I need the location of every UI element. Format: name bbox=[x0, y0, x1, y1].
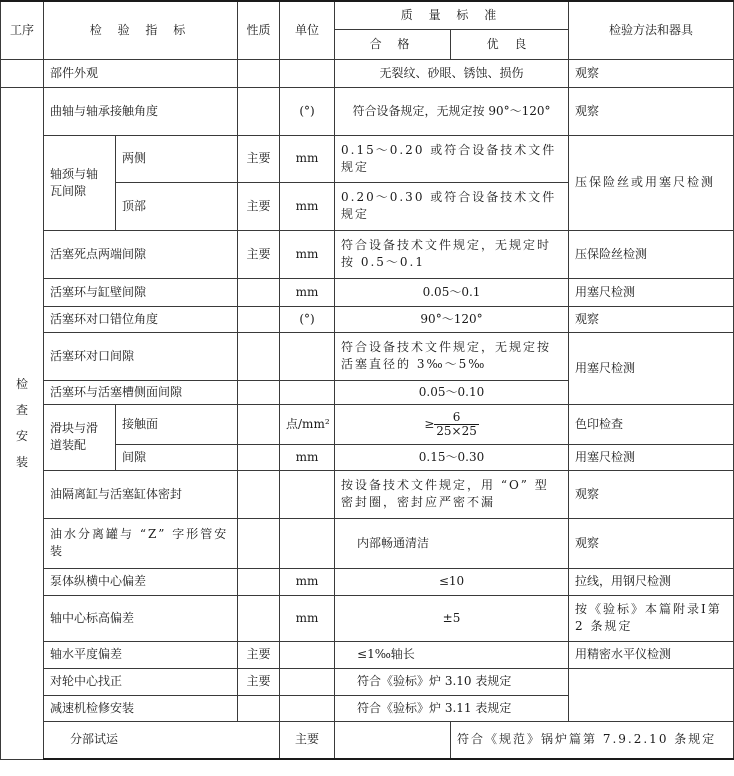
header-qualified: 合 格 bbox=[335, 29, 451, 59]
nature-cell bbox=[238, 380, 280, 404]
table-row bbox=[1, 518, 734, 568]
unit-cell bbox=[280, 332, 335, 380]
indicator-cell: 油隔离缸与活塞缸体密封 bbox=[44, 470, 238, 518]
standard-cell: 90°～120° bbox=[335, 306, 569, 332]
table-row bbox=[1, 135, 734, 182]
indicator-cell: 活塞死点两端间隙 bbox=[44, 230, 238, 278]
unit-cell bbox=[280, 641, 335, 668]
standard-cell: 无裂纹、砂眼、锈蚀、损伤 bbox=[335, 59, 569, 87]
table-row bbox=[1, 230, 734, 278]
standard-cell bbox=[335, 404, 569, 444]
nature-cell bbox=[238, 404, 280, 444]
nature-cell: 主要 bbox=[238, 668, 280, 695]
unit-cell bbox=[280, 470, 335, 518]
indicator-cell: 泵体纵横中心偏差 bbox=[44, 568, 238, 595]
unit-cell bbox=[335, 721, 451, 759]
unit-cell: (°) bbox=[280, 87, 335, 135]
standard-cell: 0.15～0.30 bbox=[335, 444, 569, 470]
nature-cell bbox=[238, 568, 280, 595]
nature-cell bbox=[238, 87, 280, 135]
unit-cell: mm bbox=[280, 568, 335, 595]
unit-cell bbox=[280, 59, 335, 87]
nature-cell bbox=[238, 306, 280, 332]
unit-cell: mm bbox=[280, 444, 335, 470]
fraction-denominator: 25×25 bbox=[436, 423, 477, 438]
standard-cell: 符合《验标》炉 3.10 表规定 bbox=[335, 668, 569, 695]
standard-cell: 0.20～0.30 或符合设备技术文件规定 bbox=[335, 182, 569, 230]
fraction-numerator: 6 bbox=[452, 409, 461, 424]
standard-cell: 0.15～0.20 或符合设备技术文件规定 bbox=[335, 135, 569, 182]
group-label: 轴颈与轴瓦间隙 bbox=[44, 135, 116, 230]
table-row bbox=[1, 87, 734, 135]
standard-cell: 符合设备技术文件规定，无规定按活塞直径的 3‰～5‰ bbox=[335, 332, 569, 380]
stage-char: 装 bbox=[15, 455, 28, 469]
method-cell: 用塞尺检测 bbox=[569, 278, 734, 306]
standard-cell: 符合设备技术文件规定，无规定时按 0.5～0.1 bbox=[335, 230, 569, 278]
stage-label bbox=[1, 87, 44, 759]
method-cell: 观察 bbox=[569, 59, 734, 87]
nature-cell bbox=[238, 695, 280, 721]
method-cell bbox=[569, 668, 734, 721]
nature-cell: 主要 bbox=[238, 182, 280, 230]
process-cell: 分部试运 bbox=[44, 721, 280, 759]
sub-indicator-cell: 两侧 bbox=[116, 135, 238, 182]
nature-cell bbox=[238, 518, 280, 568]
method-cell: 色印检查 bbox=[569, 404, 734, 444]
method-cell: 用塞尺检测 bbox=[569, 332, 734, 404]
standard-cell: ≤10 bbox=[335, 568, 569, 595]
sub-indicator-cell: 接触面 bbox=[116, 404, 238, 444]
unit-cell: mm bbox=[280, 230, 335, 278]
table-row bbox=[1, 306, 734, 332]
fraction bbox=[434, 411, 479, 438]
standard-cell: 符合设备规定，无规定按 90°～120° bbox=[335, 87, 569, 135]
indicator-cell: 曲轴与轴承接触角度 bbox=[44, 87, 238, 135]
process-cell-empty bbox=[1, 59, 44, 87]
standard-cell: ±5 bbox=[335, 595, 569, 641]
table-row bbox=[1, 595, 734, 641]
indicator-cell: 轴水平度偏差 bbox=[44, 641, 238, 668]
method-cell: 观察 bbox=[569, 87, 734, 135]
table-row bbox=[1, 721, 734, 759]
nature-cell bbox=[238, 444, 280, 470]
method-cell: 压保险丝或用塞尺检测 bbox=[569, 135, 734, 230]
header-standard: 质 量 标 准 bbox=[335, 1, 569, 29]
indicator-cell: 活塞环与缸壁间隙 bbox=[44, 278, 238, 306]
unit-cell bbox=[280, 518, 335, 568]
unit-cell: mm bbox=[280, 182, 335, 230]
sub-indicator-cell: 顶部 bbox=[116, 182, 238, 230]
header-unit: 单位 bbox=[280, 1, 335, 59]
standard-cell: ≤1‰轴长 bbox=[335, 641, 569, 668]
indicator-cell: 活塞环对口间隙 bbox=[44, 332, 238, 380]
header-method: 检验方法和器具 bbox=[569, 1, 734, 59]
nature-cell bbox=[238, 278, 280, 306]
standard-cell: 符合《规范》锅炉篇第 7.9.2.10 条规定 bbox=[451, 721, 734, 759]
unit-cell: 点/mm² bbox=[280, 404, 335, 444]
stage-char: 检 bbox=[15, 377, 28, 391]
nature-cell: 主要 bbox=[238, 135, 280, 182]
unit-cell: mm bbox=[280, 595, 335, 641]
indicator-cell: 对轮中心找正 bbox=[44, 668, 238, 695]
indicator-cell: 活塞环对口错位角度 bbox=[44, 306, 238, 332]
nature-cell bbox=[238, 332, 280, 380]
indicator-cell: 油水分离罐与 “Z” 字形管安装 bbox=[44, 518, 238, 568]
table-row bbox=[1, 59, 734, 87]
method-cell: 压保险丝检测 bbox=[569, 230, 734, 278]
standard-cell: 0.05～0.10 bbox=[335, 380, 569, 404]
group-label: 滑块与滑道装配 bbox=[44, 404, 116, 470]
stage-char: 查 bbox=[15, 403, 28, 417]
nature-cell bbox=[238, 470, 280, 518]
header-process: 工序 bbox=[1, 1, 44, 59]
unit-cell: (°) bbox=[280, 306, 335, 332]
indicator-cell: 轴中心标高偏差 bbox=[44, 595, 238, 641]
header-nature: 性质 bbox=[238, 1, 280, 59]
method-cell: 用塞尺检测 bbox=[569, 444, 734, 470]
table-row bbox=[1, 668, 734, 695]
header-indicator: 检 验 指 标 bbox=[44, 1, 238, 59]
nature-cell bbox=[238, 595, 280, 641]
table-row bbox=[1, 470, 734, 518]
nature-cell: 主要 bbox=[238, 230, 280, 278]
ge-sign: ≥ bbox=[424, 416, 435, 431]
method-cell: 拉线，用钢尺检测 bbox=[569, 568, 734, 595]
unit-cell bbox=[280, 668, 335, 695]
unit-cell bbox=[280, 380, 335, 404]
table-row bbox=[1, 404, 734, 444]
table-row bbox=[1, 568, 734, 595]
indicator-cell: 部件外观 bbox=[44, 59, 238, 87]
header-excellent: 优 良 bbox=[451, 29, 569, 59]
standard-cell: 按设备技术文件规定，用 “O” 型密封圈，密封应严密不漏 bbox=[335, 470, 569, 518]
unit-cell: mm bbox=[280, 278, 335, 306]
stage-char: 安 bbox=[15, 429, 28, 443]
standard-cell: 0.05～0.1 bbox=[335, 278, 569, 306]
table-row bbox=[1, 332, 734, 380]
sub-indicator-cell: 间隙 bbox=[116, 444, 238, 470]
standard-cell: 内部畅通清洁 bbox=[335, 518, 569, 568]
method-cell: 用精密水平仪检测 bbox=[569, 641, 734, 668]
table-row bbox=[1, 641, 734, 668]
unit-cell: mm bbox=[280, 135, 335, 182]
standard-cell: 符合《验标》炉 3.11 表规定 bbox=[335, 695, 569, 721]
nature-cell: 主要 bbox=[280, 721, 335, 759]
method-cell: 观察 bbox=[569, 518, 734, 568]
table-row bbox=[1, 278, 734, 306]
indicator-cell: 活塞环与活塞槽侧面间隙 bbox=[44, 380, 238, 404]
method-cell: 观察 bbox=[569, 470, 734, 518]
method-cell: 按《验标》本篇附录Ⅰ第 2 条规定 bbox=[569, 595, 734, 641]
nature-cell bbox=[238, 59, 280, 87]
indicator-cell: 减速机检修安装 bbox=[44, 695, 238, 721]
unit-cell bbox=[280, 695, 335, 721]
method-cell: 观察 bbox=[569, 306, 734, 332]
header-row bbox=[1, 1, 734, 29]
nature-cell: 主要 bbox=[238, 641, 280, 668]
